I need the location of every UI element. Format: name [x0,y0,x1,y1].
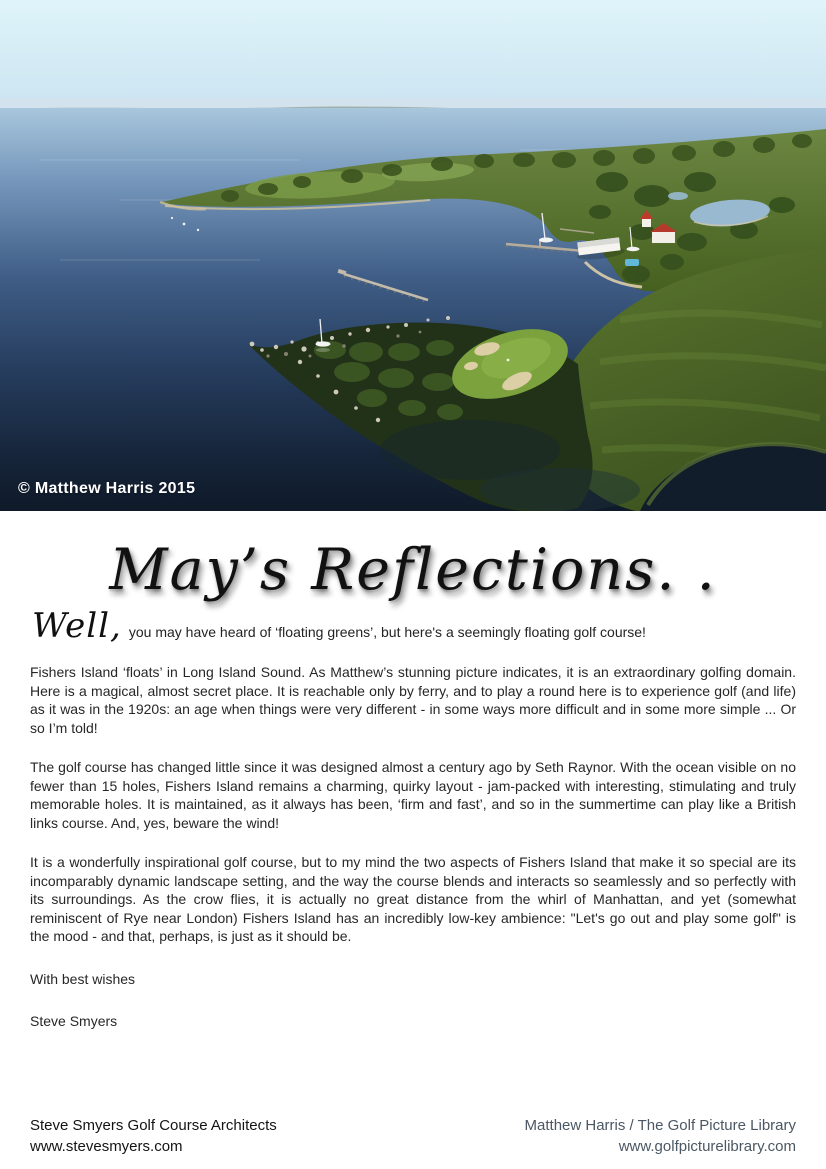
footer-credit: Matthew Harris / The Golf Picture Library [524,1117,796,1134]
photo-credit-watermark: © Matthew Harris 2015 [18,480,196,497]
paragraph-1: Fishers Island ‘floats’ in Long Island Sound. As Matthew’s stunning picture indicates, it is an extraordinary golfing domain. Here is a magical, almost secret place. It is reachable only by ferry, and to play a round here is to experience golf (and life) as it was in the 1920s: an age when things were very different - in some ways more difficult and in some more simple ... Or so I’m told! [30,664,796,736]
swimming-pool [625,259,639,266]
footer-credit-url: www.golfpicturelibrary.com [618,1138,796,1155]
aerial-photo-illustration [0,0,826,511]
signoff-wishes: With best wishes [30,970,136,987]
paragraph-2: The golf course has changed little since it was designed almost a century ago by Seth Raynor. With the ocean visible on no fewer than 15 holes, Fishers Island remains a charming, quirky layout - jam-packed with interesting, stimulating and truly memorable holes. It is maintained, as it always has been, ‘firm and fast’, and so in the summertime can play like a British links course. And, yes, beware the wind! [30,759,796,831]
aerial-photo [0,0,826,511]
footer-right [525,1115,796,1157]
signoff-name: Steve Smyers [30,1012,118,1029]
footer [30,1115,796,1157]
small-pond [668,192,688,200]
flagstick-dot [507,359,510,362]
letter-body [0,535,826,1030]
lead-line [32,606,796,647]
lead-text: you may have heard of ‘floating greens’, but here's a seemingly floating golf course! [128,624,646,641]
footer-company-url: www.stevesmyers.com [30,1138,183,1155]
shallow-reef-2 [480,468,640,511]
paragraph-3: It is a wonderfully inspirational golf course, but to my mind the two aspects of Fishers Island that make it so special are its incomparably dynamic landscape setting, and the way the course blends and interacts so seamlessly and so perfectly with its surroundings. As the crow flies, it is actually no great distance from the whirl of Manhattan, and yet (somewhat reminiscent of Rye near London) Fishers Island has an incredibly low-key ambience: "Let's go out and play some golf" is the mood - and that, perhaps, is just as it should be. [30,854,796,945]
page-title: May’s Reflections. . [109,537,717,603]
footer-left [30,1115,277,1157]
lead-script-word: Well, [32,606,122,647]
footer-company: Steve Smyers Golf Course Architects [30,1117,277,1134]
